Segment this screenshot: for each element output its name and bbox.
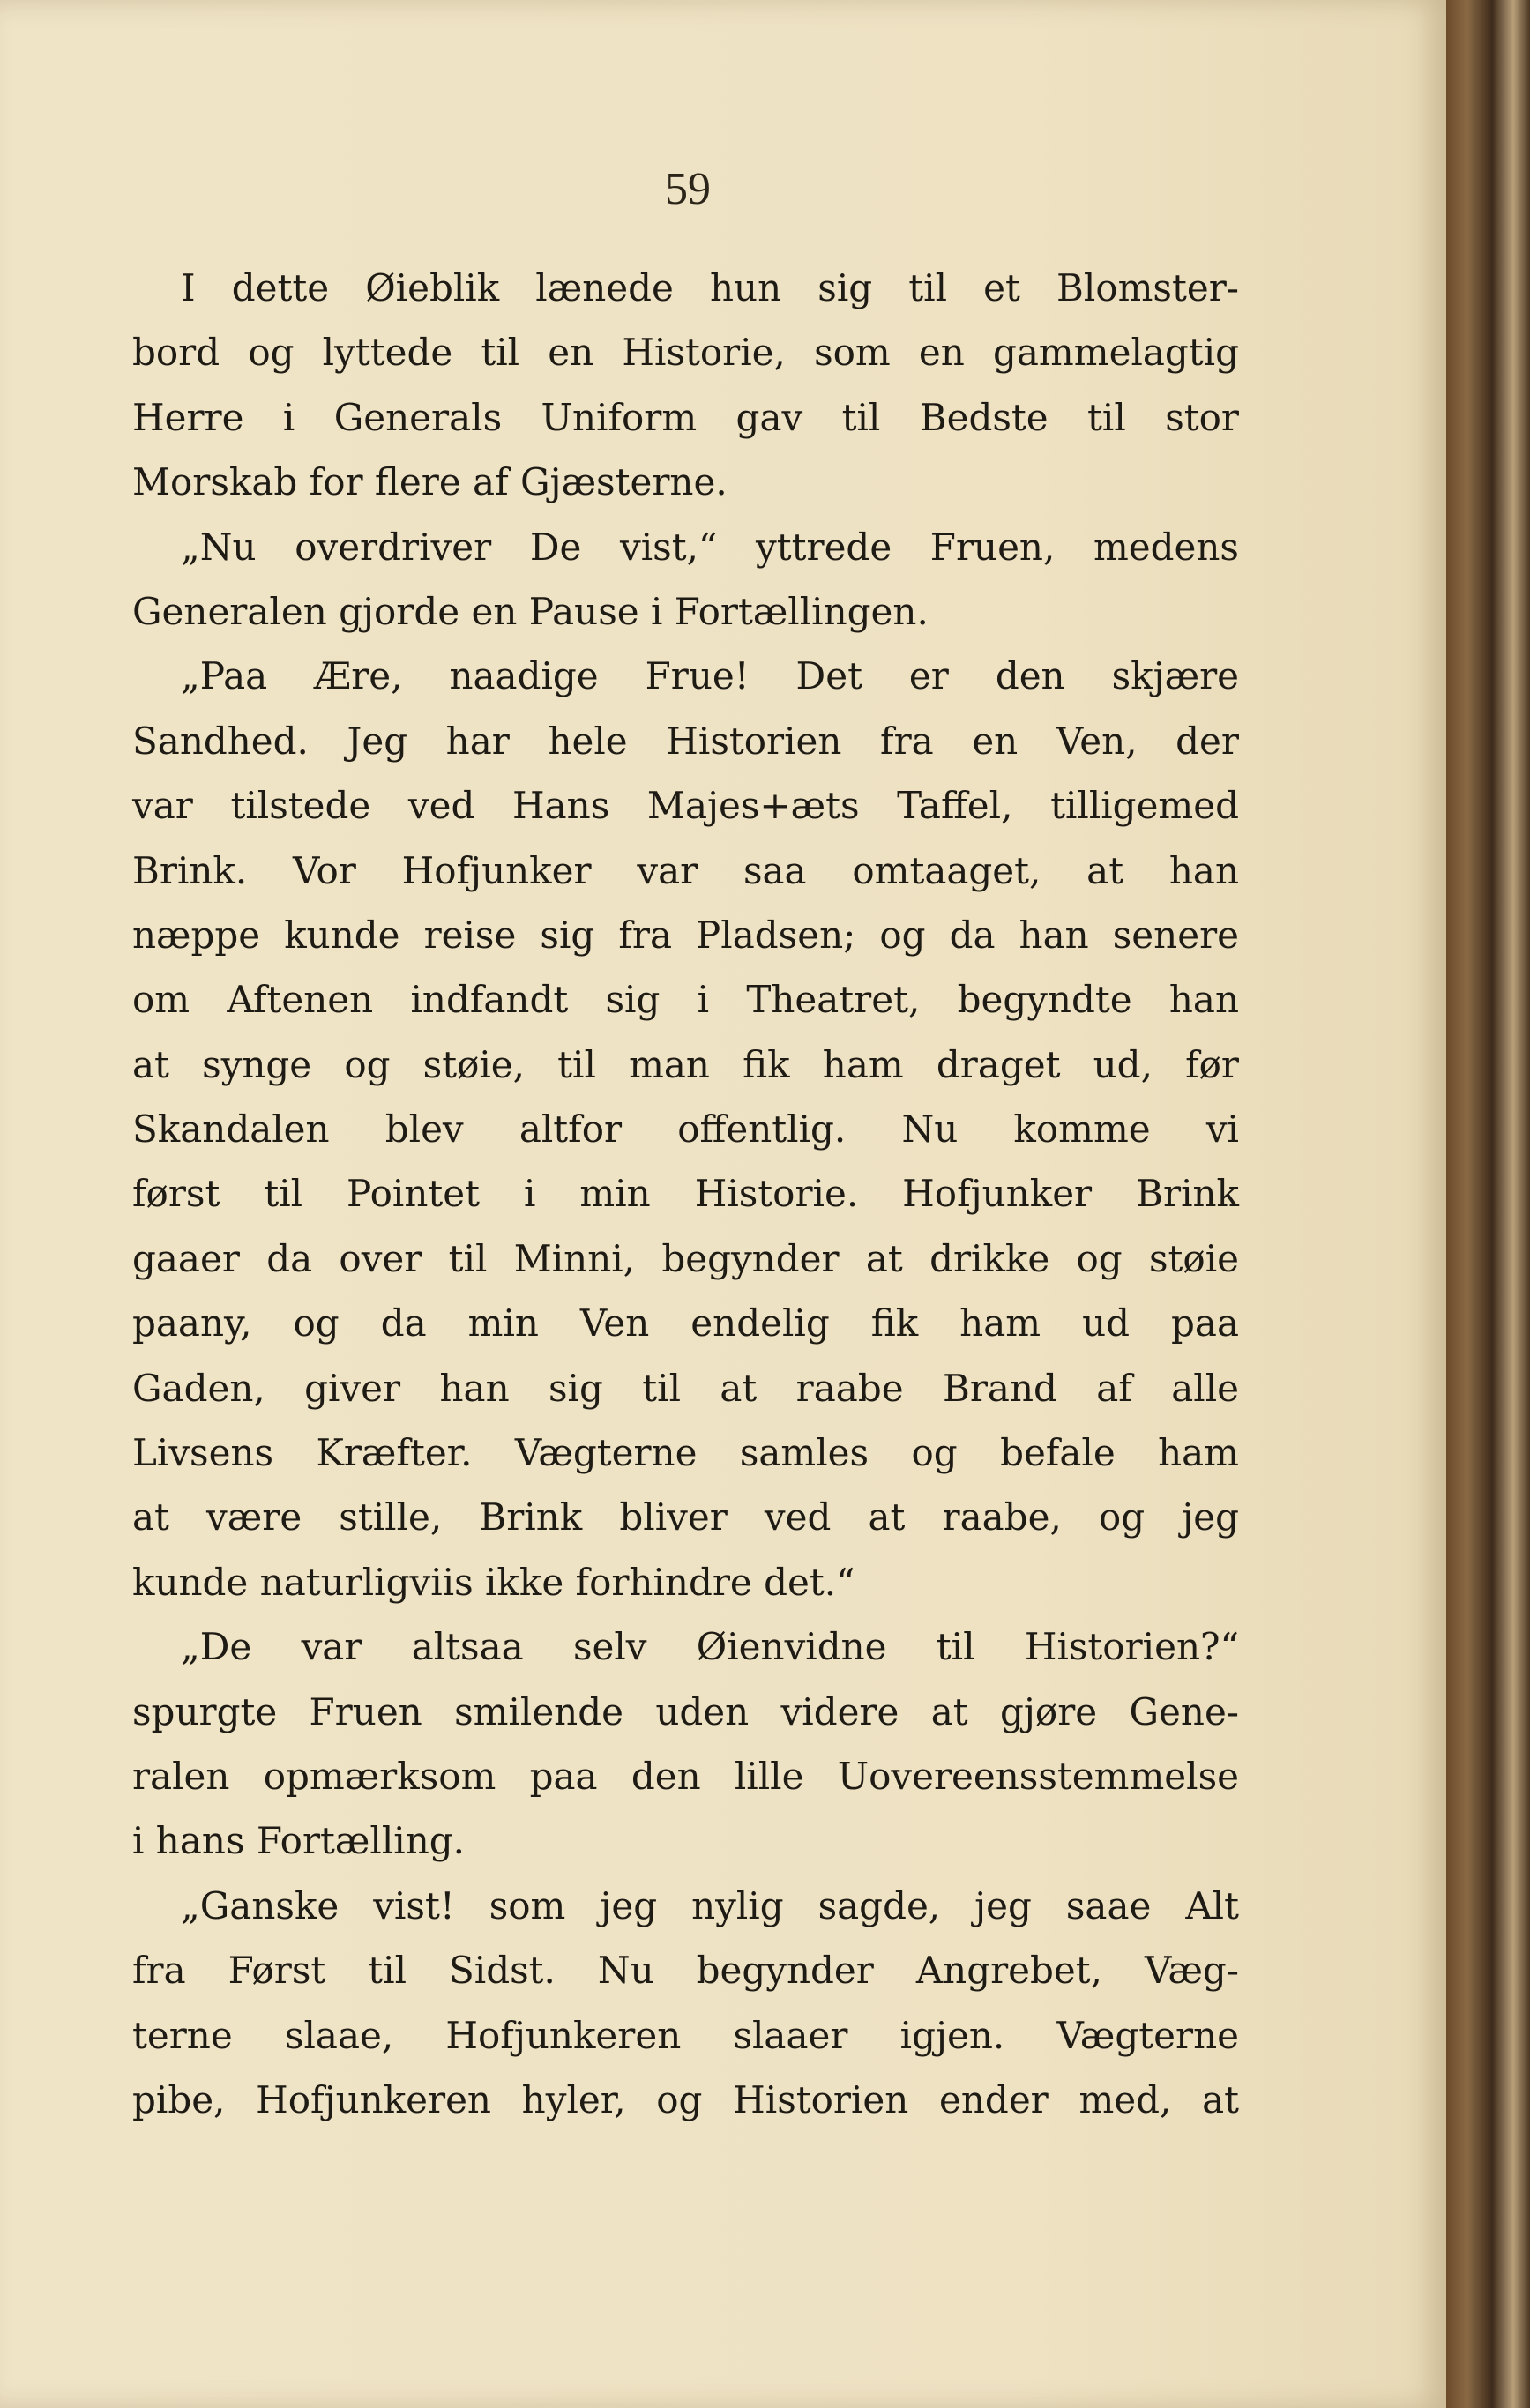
text-line: kunde naturligviis ikke forhindre det.“ [132,1560,855,1604]
text-line: Sandhed. Jeg har hele Historien fra en Ven, der [132,719,1239,763]
text-line: „Ganske vist! som jeg nylig sagde, jeg saae Alt [181,1883,1239,1927]
text-line: pibe, Hofjunkeren hyler, og Historien ender med, at [132,2077,1239,2121]
text-line: fra Først til Sidst. Nu begynder Angrebet, Væg- [132,1949,1239,1993]
text-line: Morskab for flere af Gjæsterne. [132,460,728,504]
text-line: terne slaae, Hofjunkeren slaaer igjen. Vægterne [132,2013,1239,2057]
text-line: i hans Fortælling. [132,1819,465,1863]
text-line: var tilstede ved Hans Majes+æts Taffel, tilligemed [132,784,1239,828]
page-number: 59 [665,164,711,214]
text-line: først til Pointet i min Historie. Hofjunker Brink [132,1172,1239,1216]
text-line: I dette Øieblik lænede hun sig til et Blomster- [181,266,1239,309]
text-line: bord og lyttede til en Historie, som en gammelagtig [132,331,1239,375]
text-line: om Aftenen indfandt sig i Theatret, begyndte han [132,978,1239,1022]
text-line: gaaer da over til Minni, begynder at drikke og støie [132,1236,1239,1280]
book-binding-edge [1446,0,1530,2408]
text-line: Gaden, giver han sig til at raabe Brand af alle [132,1366,1239,1410]
text-line: Skandalen blev altfor offentlig. Nu komme vi [132,1107,1239,1152]
body-text [132,256,1239,2132]
text-line: Livsens Kræfter. Vægterne samles og befale ham [132,1431,1239,1475]
text-line: næppe kunde reise sig fra Pladsen; og da han senere [132,913,1239,957]
text-line: „Nu overdriver De vist,“ yttrede Fruen, medens [181,525,1239,569]
text-line: spurgte Fruen smilende uden videre at gjøre Gene- [132,1689,1239,1733]
text-line: „De var altsaa selv Øienvidne til Historien?“ [181,1625,1239,1669]
text-line: paany, og da min Ven endelig fik ham ud paa [132,1301,1239,1346]
text-line: „Paa Ære, naadige Frue! Det er den skjære [181,654,1239,698]
text-line: Herre i Generals Uniform gav til Bedste til stor [132,395,1239,439]
text-line: at være stille, Brink bliver ved at raabe, og jeg [132,1495,1239,1539]
text-line: Generalen gjorde en Pause i Fortællingen. [132,589,929,633]
text-line: ralen opmærksom paa den lille Uovereensstemmelse [132,1754,1239,1798]
text-line: Brink. Vor Hofjunker var saa omtaaget, at han [132,848,1239,892]
text-line: at synge og støie, til man fik ham draget ud, før [132,1042,1239,1086]
